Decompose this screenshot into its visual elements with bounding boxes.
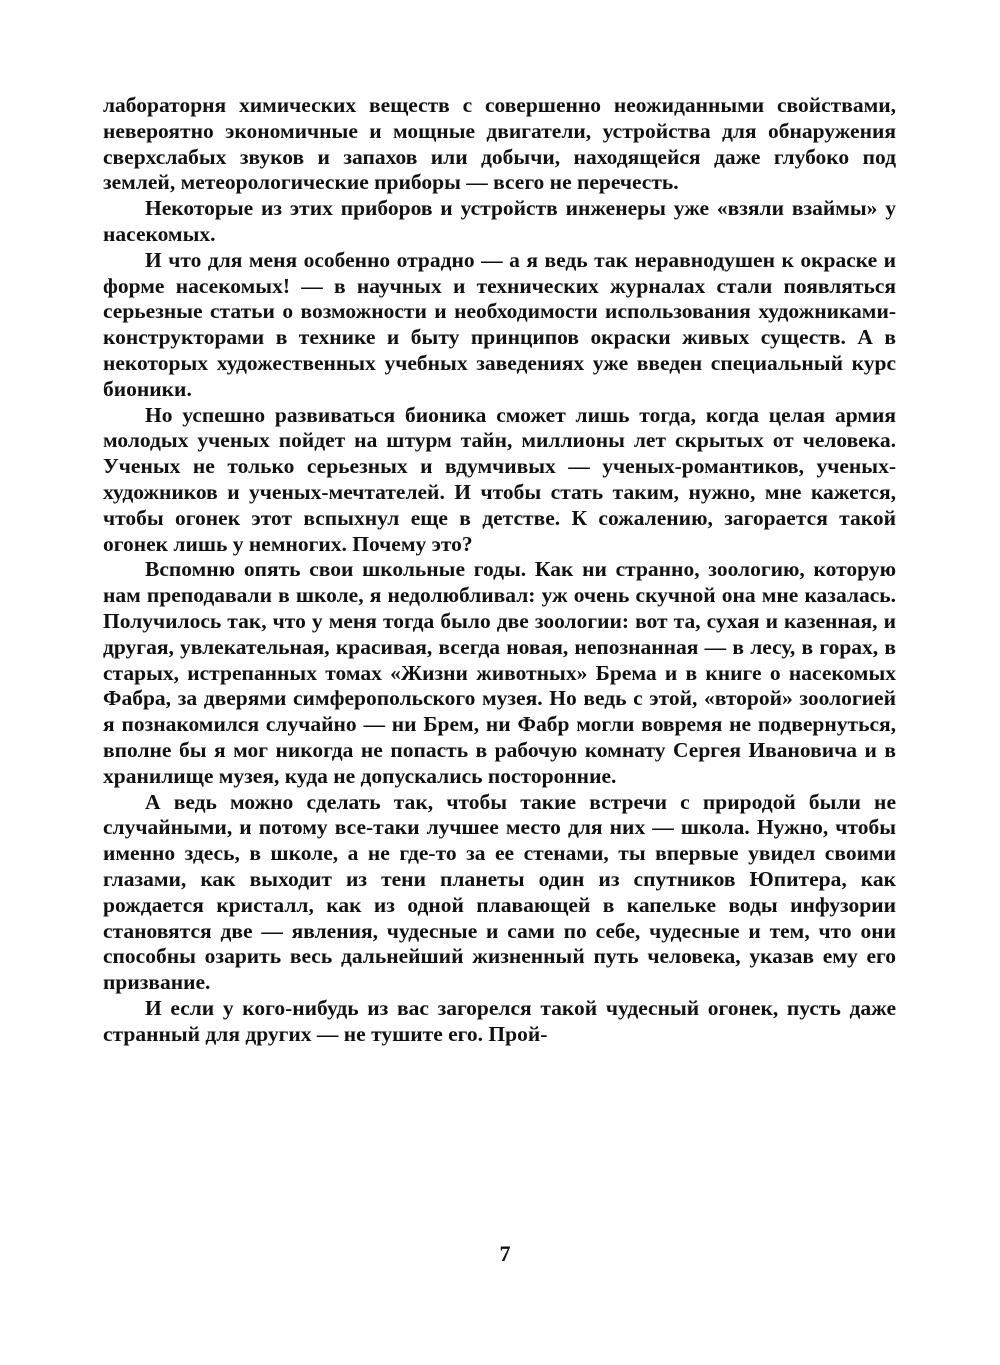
paragraph-2: Некоторые из этих приборов и устройств инженеры уже «взяли взаймы» у насекомых. bbox=[103, 196, 896, 246]
paragraph-5: Вспомню опять свои школьные годы. Как ни странно, зоологию, которую нам преподавали в школе, я недолюбливал: уж очень скучной она мне казалась. Получилось так, что у меня тогда было две зоологии: вот та, сухая и казенная, и другая, увлекательная, красивая, всегда новая, непознанная — в лесу, в горах, в старых, истрепанных томах «Жизни животных» Брема и в книге о насекомых Фабра, за дверями симферопольского музея. Но ведь с этой, «второй» зоологией я познакомился случайно — ни Брем, ни Фабр могли вовремя не подвернуться, вполне бы я мог никогда не попасть в рабочую комнату Сергея Ивановича и в хранилище музея, куда не допускались посторонние. bbox=[103, 557, 896, 788]
body-text bbox=[103, 93, 896, 1047]
paragraph-7: И если у кого-нибудь из вас загорелся такой чудесный огонек, пусть даже странный для других — не тушите его. Прой- bbox=[103, 995, 896, 1046]
paragraph-6: А ведь можно сделать так, чтобы такие встречи с природой были не случайными, и потому все-таки лучшее место для них — школа. Нужно, чтобы именно здесь, в школе, а не где-то за ее стенами, ты впервые увидел своими глазами, как выходит из тени планеты один из спутников Юпитера, как рождается кристалл, как из одной плавающей в капельке воды инфузории становятся две — явления, чудесные и сами по себе, чудесные и тем, что они способны озарить весь дальнейший жизненный путь человека, указав ему его призвание. bbox=[103, 789, 896, 995]
paragraph-1: лабораторня химических веществ с совершенно неожиданными свойствами, невероятно экономичные и мощные двигатели, устройства для обнаружения сверхслабых звуков и запахов или добычи, находящейся даже глубоко под землей, метеорологические приборы — всего не перечесть. bbox=[103, 93, 896, 195]
paragraph-3: И что для меня особенно отрадно — а я ведь так неравнодушен к окраске и форме насекомых! — в научных и технических журналах стали появляться серьезные статьи о возможности и необходимости использования художниками-конструкторами в технике и быту принципов окраски живых существ. А в некоторых художественных учебных заведениях уже введен специальный курс бионики. bbox=[103, 247, 896, 401]
page-number: 7 bbox=[499, 1241, 511, 1266]
paragraph-4: Но успешно развиваться бионика сможет лишь тогда, когда целая армия молодых ученых пойдет на штурм тайн, миллионы лет скрытых от человека. Ученых не только серьезных и вдумчивых — ученых-романтиков, ученых-художников и ученых-мечтателей. И чтобы стать таким, нужно, мне кажется, чтобы огонек этот вспыхнул еще в детстве. К сожалению, загорается такой огонек лишь у немногих. Почему это? bbox=[103, 402, 896, 556]
